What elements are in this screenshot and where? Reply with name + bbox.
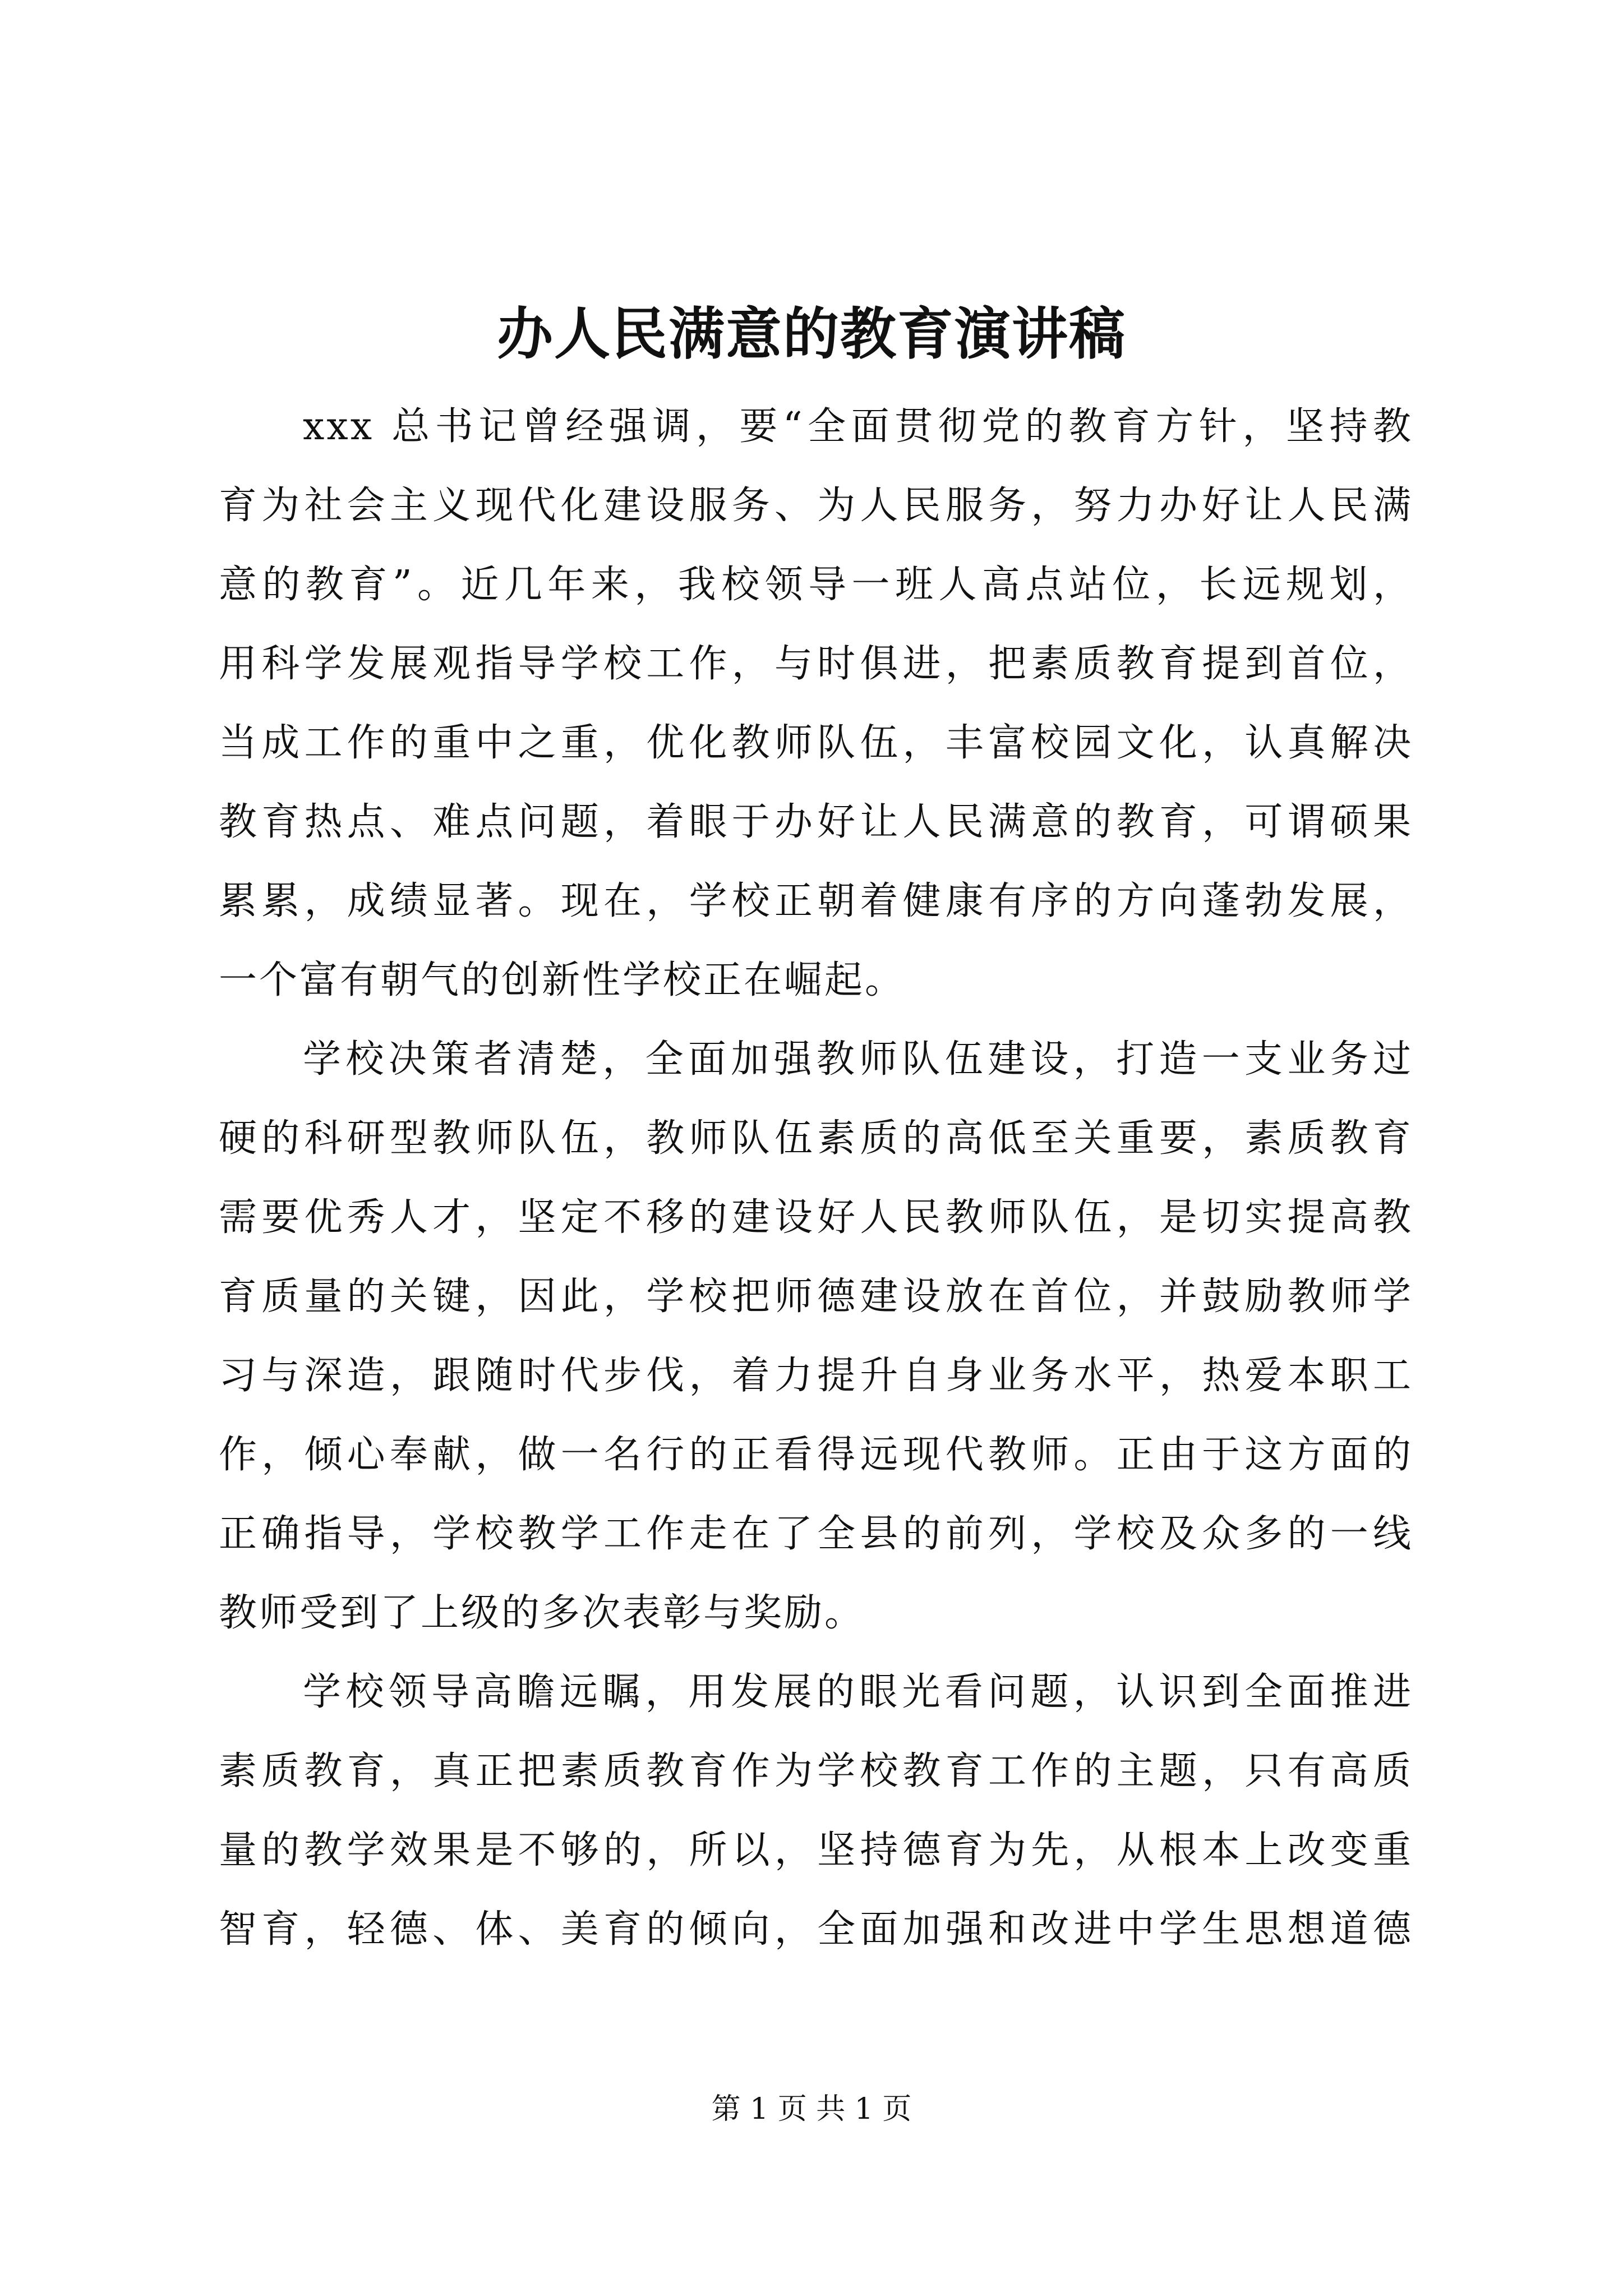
text-line: 当成工作的重中之重，优化教师队伍，丰富校园文化，认真解决: [219, 721, 1413, 765]
text-line: 作，倾心奉献，做一名行的正看得远现代教师。正由于这方面的: [219, 1433, 1413, 1477]
paragraph-1: [219, 387, 1413, 1020]
document-body: [219, 387, 1413, 1969]
text-line: 正确指导，学校教学工作走在了全县的前列，学校及众多的一线: [219, 1512, 1413, 1556]
text-line: 需要优秀人才，坚定不移的建设好人民教师队伍，是切实提高教: [219, 1195, 1413, 1240]
paragraph-2: [219, 1020, 1413, 1653]
text-line: 育质量的关键，因此，学校把师德建设放在首位，并鼓励教师学: [219, 1274, 1413, 1319]
text-line: 累累，成绩显著。现在，学校正朝着健康有序的方向蓬勃发展，: [219, 879, 1413, 923]
document-title: 办人民满意的教育演讲稿: [497, 301, 1126, 367]
text-line: xxx 总书记曾经强调，要“全面贯彻党的教育方针，坚持教: [303, 404, 1413, 449]
text-line: 智育，轻德、体、美育的倾向，全面加强和改进中学生思想道德: [219, 1907, 1413, 1952]
text-line: 用科学发展观指导学校工作，与时俱进，把素质教育提到首位，: [219, 642, 1413, 686]
text-line: 教育热点、难点问题，着眼于办好让人民满意的教育，可谓硕果: [219, 800, 1413, 844]
text-line: 学校领导高瞻远瞩，用发展的眼光看问题，认识到全面推进: [303, 1670, 1413, 1714]
text-line: 素质教育，真正把素质教育作为学校教育工作的主题，只有高质: [219, 1749, 1413, 1793]
text-line: 硬的科研型教师队伍，教师队伍素质的高低至关重要，素质教育: [219, 1116, 1413, 1161]
text-line: 育为社会主义现代化建设服务、为人民服务，努力办好让人民满: [219, 484, 1413, 528]
text-line: 习与深造，跟随时代步伐，着力提升自身业务水平，热爱本职工: [219, 1354, 1413, 1398]
text-line: 一个富有朝气的创新性学校正在崛起。: [219, 958, 906, 1002]
text-line: 意的教育”。近几年来，我校领导一班人高点站位，长远规划，: [219, 563, 1413, 607]
text-line: 学校决策者清楚，全面加强教师队伍建设，打造一支业务过: [303, 1037, 1413, 1082]
text-line: 量的教学效果是不够的，所以，坚持德育为先，从根本上改变重: [219, 1828, 1413, 1872]
paragraph-3: [219, 1653, 1413, 1969]
text-line: 教师受到了上级的多次表彰与奖励。: [219, 1591, 865, 1635]
page-footer: 第 1 页 共 1 页: [711, 2092, 912, 2126]
